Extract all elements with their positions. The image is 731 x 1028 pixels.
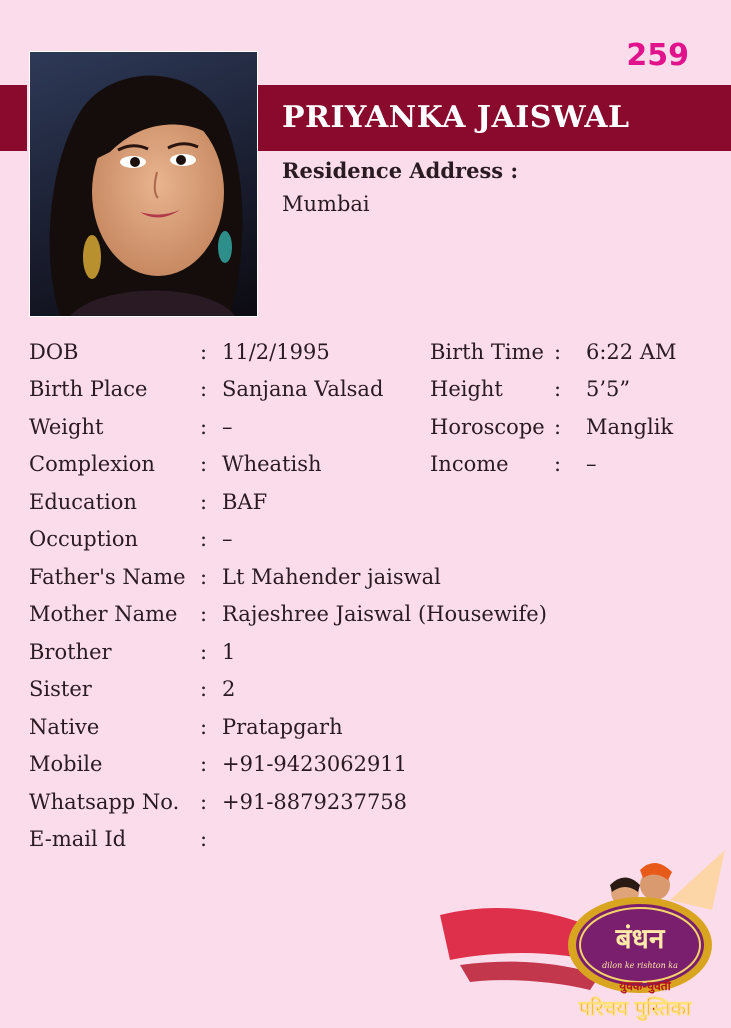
logo-book-text: परिचय पुस्तिका bbox=[578, 996, 692, 1020]
detail-separator: : bbox=[554, 340, 562, 364]
detail-value-horoscope: Manglik bbox=[586, 415, 674, 439]
detail-value-weight: – bbox=[222, 415, 233, 439]
detail-value-sister: 2 bbox=[222, 677, 236, 701]
detail-label-weight: Weight bbox=[29, 415, 104, 439]
detail-value-height: 5’5” bbox=[586, 377, 631, 401]
detail-label-height: Height bbox=[430, 377, 503, 401]
detail-separator: : bbox=[200, 415, 208, 439]
detail-label-horoscope: Horoscope bbox=[430, 415, 545, 439]
residence-value: Mumbai bbox=[282, 192, 370, 216]
detail-label-dob: DOB bbox=[29, 340, 79, 364]
detail-separator: : bbox=[200, 677, 208, 701]
bandhan-logo bbox=[440, 840, 730, 1024]
detail-separator: : bbox=[200, 827, 208, 851]
detail-value-birth-place: Sanjana Valsad bbox=[222, 377, 384, 401]
detail-separator: : bbox=[200, 602, 208, 626]
residence-label: Residence Address : bbox=[282, 158, 519, 183]
detail-value-mobile: +91-9423062911 bbox=[222, 752, 408, 776]
logo-sub-text: युवक-युवती bbox=[619, 979, 671, 993]
detail-value-native: Pratapgarh bbox=[222, 715, 343, 739]
detail-separator: : bbox=[200, 527, 208, 551]
detail-separator: : bbox=[200, 790, 208, 814]
detail-label-native: Native bbox=[29, 715, 100, 739]
detail-label-email: E-mail Id bbox=[29, 827, 127, 851]
detail-separator: : bbox=[554, 415, 562, 439]
detail-value-complexion: Wheatish bbox=[222, 452, 322, 476]
detail-value-dob: 11/2/1995 bbox=[222, 340, 330, 364]
detail-label-fathers-name: Father's Name bbox=[29, 565, 186, 589]
detail-separator: : bbox=[200, 377, 208, 401]
detail-value-occupation: – bbox=[222, 527, 233, 551]
profile-name: PRIYANKA JAISWAL bbox=[282, 100, 630, 135]
detail-separator: : bbox=[200, 752, 208, 776]
detail-label-whatsapp: Whatsapp No. bbox=[29, 790, 180, 814]
profile-photo bbox=[29, 51, 258, 317]
detail-label-birth-place: Birth Place bbox=[29, 377, 148, 401]
detail-separator: : bbox=[200, 340, 208, 364]
detail-label-mother-name: Mother Name bbox=[29, 602, 178, 626]
detail-separator: : bbox=[554, 377, 562, 401]
logo-main-text: बंधन bbox=[615, 922, 665, 955]
detail-separator: : bbox=[200, 715, 208, 739]
detail-value-birth-time: 6:22 AM bbox=[586, 340, 677, 364]
detail-separator: : bbox=[200, 565, 208, 589]
detail-label-birth-time: Birth Time bbox=[430, 340, 544, 364]
detail-value-whatsapp: +91-8879237758 bbox=[222, 790, 408, 814]
detail-value-brother: 1 bbox=[222, 640, 236, 664]
detail-separator: : bbox=[200, 490, 208, 514]
detail-separator: : bbox=[200, 640, 208, 664]
detail-label-sister: Sister bbox=[29, 677, 92, 701]
detail-value-fathers-name: Lt Mahender jaiswal bbox=[222, 565, 441, 589]
detail-label-occupation: Occuption bbox=[29, 527, 139, 551]
detail-label-income: Income bbox=[430, 452, 509, 476]
detail-label-complexion: Complexion bbox=[29, 452, 155, 476]
detail-value-education: BAF bbox=[222, 490, 268, 514]
detail-separator: : bbox=[554, 452, 562, 476]
detail-label-education: Education bbox=[29, 490, 137, 514]
portrait-illustration bbox=[30, 52, 257, 316]
detail-label-brother: Brother bbox=[29, 640, 112, 664]
detail-value-mother-name: Rajeshree Jaiswal (Housewife) bbox=[222, 602, 547, 626]
detail-value-income: – bbox=[586, 452, 597, 476]
logo-tagline: dilon ke rishton ka bbox=[602, 961, 678, 970]
page-number: 259 bbox=[626, 38, 689, 73]
detail-label-mobile: Mobile bbox=[29, 752, 103, 776]
detail-separator: : bbox=[200, 452, 208, 476]
